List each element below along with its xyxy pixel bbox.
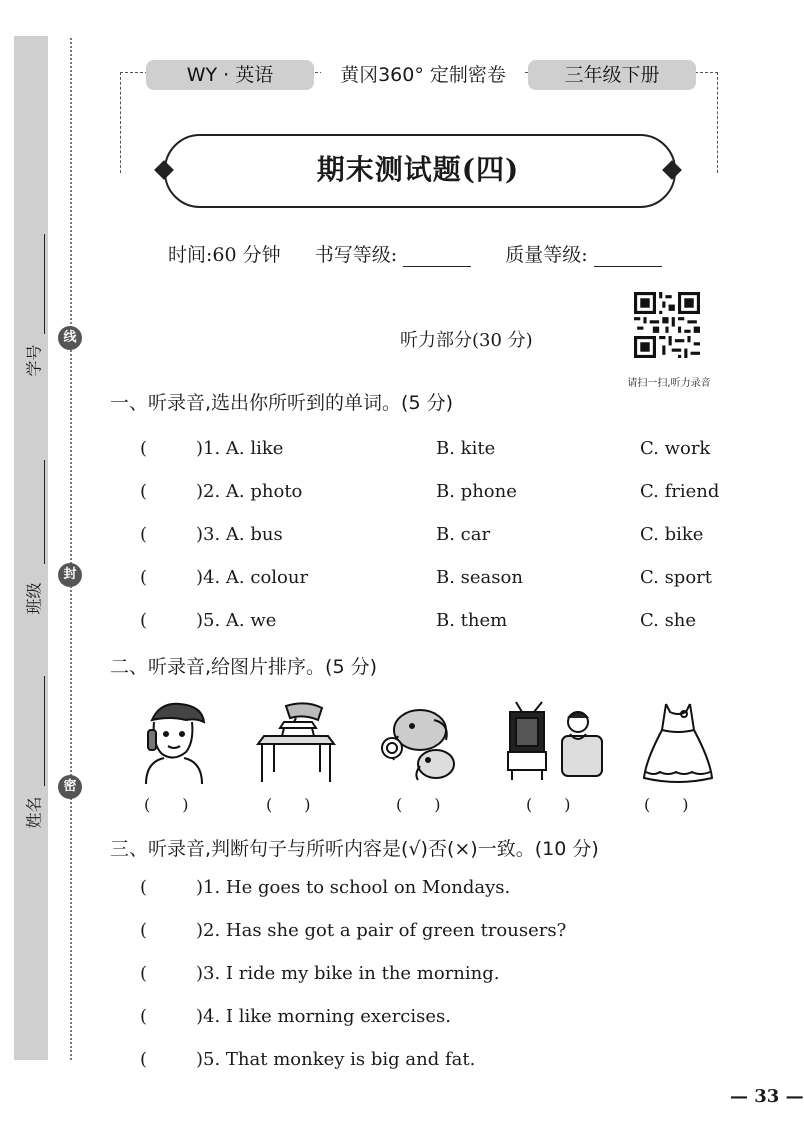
chair-on-table-picture [256,700,336,784]
statement: )3. I ride my bike in the morning. [196,963,500,984]
section-2-title: 二、听录音,给图片排序。(5 分) [110,656,377,678]
answer-blank[interactable]: ( [140,567,148,588]
option-b: B. them [436,610,508,631]
elephants-picture [376,700,460,784]
option-b: B. kite [436,438,496,459]
answer-blank[interactable]: ( [140,1049,148,1070]
page-number: — 33 — [730,1086,804,1107]
seal-mark-secret: 密 [58,775,82,799]
answer-blank[interactable]: ( [140,524,148,545]
answer-blank[interactable]: ( [140,610,148,631]
name-field[interactable] [44,676,45,786]
order-blank-2[interactable]: ( ) [266,795,311,814]
option-a: )1. A. like [196,438,284,459]
section-1-title: 一、听录音,选出你所听到的单词。(5 分) [110,392,453,414]
statement: )1. He goes to school on Mondays. [196,877,511,898]
tv-and-girl-picture [500,700,606,784]
statement: )5. That monkey is big and fat. [196,1049,476,1070]
seal-mark-line: 线 [58,326,82,350]
class-field[interactable] [44,460,45,564]
page-title: 期末测试题(四) [316,153,520,186]
binding-strip [14,36,48,1060]
writing-grade-label: 书写等级: [314,244,398,266]
cut-line [70,38,72,1060]
time-limit: 时间:60 分钟 [168,244,281,266]
name-label: 姓名 [24,796,44,829]
option-a: )4. A. colour [196,567,309,588]
dress-picture [640,700,716,784]
section-3-title: 三、听录音,判断句子与所听内容是(√)否(×)一致。(10 分) [110,838,599,860]
woman-on-phone-picture [140,700,208,784]
option-c: C. sport [640,567,713,588]
subject-badge: WY · 英语 [146,60,314,90]
student-id-label: 学号 [24,344,44,377]
answer-blank[interactable]: ( [140,920,148,941]
answer-blank[interactable]: ( [140,1006,148,1027]
series-title: 黄冈360° 定制密卷 [321,58,525,92]
option-c: C. work [640,438,711,459]
order-blank-1[interactable]: ( ) [144,795,189,814]
option-b: B. phone [436,481,517,502]
answer-blank[interactable]: ( [140,963,148,984]
option-a: )5. A. we [196,610,277,631]
option-b: B. season [436,567,523,588]
quality-grade-label: 质量等级: [505,244,588,266]
statement: )2. Has she got a pair of green trousers? [196,920,567,941]
order-blank-4[interactable]: ( ) [526,795,571,814]
answer-blank[interactable]: ( [140,877,148,898]
option-c: C. bike [640,524,704,545]
writing-grade-blank[interactable] [403,244,471,267]
order-blank-5[interactable]: ( ) [644,795,689,814]
option-a: )2. A. photo [196,481,303,502]
listening-heading: 听力部分(30 分) [400,330,533,351]
qr-caption: 请扫一扫,听力录音 [627,378,711,389]
option-c: C. friend [640,481,720,502]
statement: )4. I like morning exercises. [196,1006,451,1027]
quality-grade-blank[interactable] [594,244,662,267]
option-a: )3. A. bus [196,524,283,545]
seal-mark-seal: 封 [58,563,82,587]
order-blank-3[interactable]: ( ) [396,795,441,814]
answer-blank[interactable]: ( [140,481,148,502]
exam-meta [168,240,688,267]
answer-blank[interactable]: ( [140,438,148,459]
grade-badge: 三年级下册 [528,60,696,90]
class-label: 班级 [24,582,44,615]
student-id-field[interactable] [44,234,45,334]
qr-code-icon[interactable] [634,292,700,358]
option-b: B. car [436,524,491,545]
option-c: C. she [640,610,697,631]
